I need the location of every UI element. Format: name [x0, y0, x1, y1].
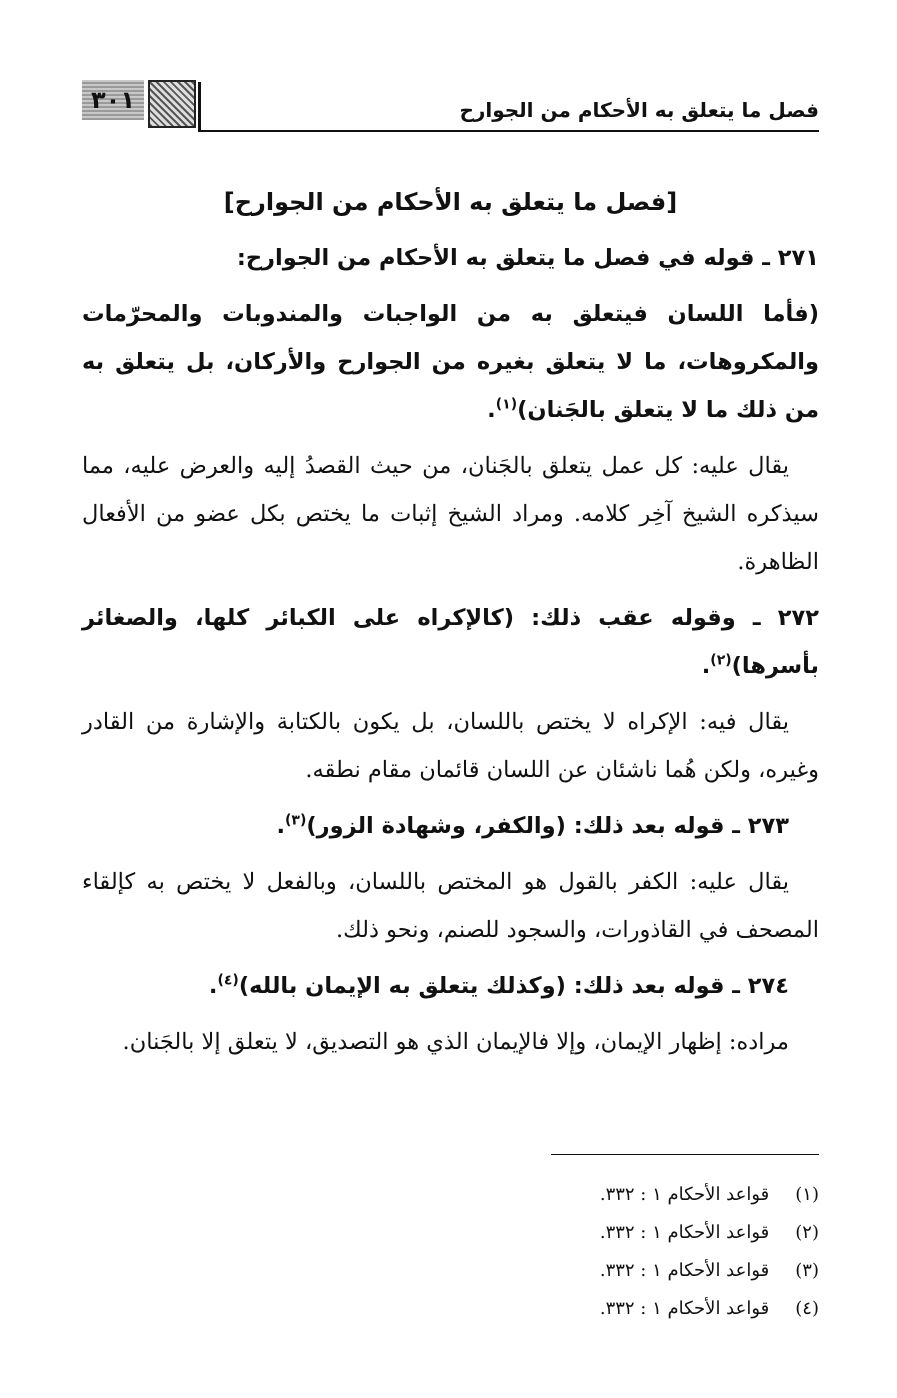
paragraph — [82, 1018, 819, 1066]
paragraph-text: يقال عليه: الكفر بالقول هو المختص باللسان، وبالفعل لا يختص به كإلقاء المصحف في القاذورات، والسجود للصنم، ونحو ذلك. — [82, 869, 819, 943]
paragraph-text: ٢٧١ ـ قوله في فصل ما يتعلق به الأحكام من الجوارح: — [236, 245, 819, 271]
footnote-text: قواعد الأحكام ١ : ٣٣٢. — [599, 1222, 770, 1243]
footnote-mark: (٢) — [795, 1222, 819, 1243]
footnote-ref: (١) — [495, 396, 518, 413]
paragraph: (فأما اللسان فيتعلق به من الواجبات والمندوبات والمحرّمات والمكروهات، ما لا يتعلق بغيره من الجوارح والأركان، بل يتعلق به من ذلك ما لا يتعلق بالجَنان)$^{(١)}$. — [82, 301, 819, 423]
paragraph — [82, 234, 819, 282]
paragraph: ٢٧٣ ـ قوله بعد ذلك: (والكفر، وشهادة الزور)$^{(٣)}$. — [276, 812, 789, 839]
footnote — [82, 1214, 819, 1252]
paragraph-text: ٢٧٤ ـ قوله بعد ذلك: (وكذلك يتعلق به الإيمان بالله) — [238, 973, 789, 999]
paragraph — [82, 858, 819, 954]
footnote-rule — [551, 1154, 819, 1155]
page-header — [82, 76, 819, 132]
footnote — [82, 1176, 819, 1214]
ornament-icon — [148, 80, 196, 128]
footnote-text: قواعد الأحكام ١ : ٣٣٢. — [599, 1298, 770, 1319]
footnote-ref: (٢) — [710, 652, 732, 669]
paragraph-text: مراده: إظهار الإيمان، وإلا فالإيمان الذي هو التصديق، لا يتعلق إلا بالجَنان. — [122, 1029, 789, 1055]
page-number-box — [82, 80, 144, 120]
running-title: فصل ما يتعلق به الأحكام من الجوارح — [459, 98, 819, 122]
footnote-mark: (٤) — [795, 1298, 819, 1319]
header-rule — [200, 130, 819, 132]
paragraph — [82, 698, 819, 794]
footnote — [82, 1290, 819, 1328]
footnote-mark: (٣) — [795, 1260, 819, 1281]
footnote-text: قواعد الأحكام ١ : ٣٣٢. — [599, 1184, 770, 1205]
main-text — [82, 178, 819, 1074]
footnote-ref: (٣) — [285, 812, 307, 829]
paragraph-text: يقال عليه: كل عمل يتعلق بالجَنان، من حيث القصدُ إليه والعرض عليه، مما سيذكره الشيخ آخِر كلامه. ومراد الشيخ إثبات ما يختص بكل عضو من الأفعال الظاهرة. — [82, 453, 819, 575]
footnote-ref: (٤) — [217, 972, 239, 989]
footnote-text: قواعد الأحكام ١ : ٣٣٢. — [599, 1260, 770, 1281]
footnotes — [82, 1176, 819, 1328]
paragraph: ٢٧٤ ـ قوله بعد ذلك: (وكذلك يتعلق به الإيمان بالله)$^{(٤)}$. — [208, 972, 789, 999]
footnote — [82, 1252, 819, 1290]
footnote-mark: (١) — [795, 1184, 819, 1205]
section-title: [فصل ما يتعلق به الأحكام من الجوارح] — [223, 188, 678, 216]
book-page — [82, 0, 819, 1398]
header-divider — [198, 82, 201, 132]
paragraph-text: يقال فيه: الإكراه لا يختص باللسان، بل يكون بالكتابة والإشارة من القادر وغيره، ولكن هُما ناشئان عن اللسان قائمان مقام نطقه. — [82, 709, 819, 783]
paragraph — [82, 442, 819, 586]
paragraph-text: ٢٧٣ ـ قوله بعد ذلك: (والكفر، وشهادة الزور) — [306, 813, 789, 839]
page-number: ٣٠١ — [91, 86, 135, 114]
paragraph-text: (فأما اللسان فيتعلق به من الواجبات والمندوبات والمحرّمات والمكروهات، ما لا يتعلق بغيره من الجوارح والأركان، بل يتعلق به من ذلك ما لا يتعلق بالجَنان) — [82, 301, 819, 423]
paragraph-text: ٢٧٢ ـ وقوله عقب ذلك: (كالإكراه على الكبائر كلها، والصغائر بأسرها) — [82, 605, 819, 679]
paragraph: ٢٧٢ ـ وقوله عقب ذلك: (كالإكراه على الكبائر كلها، والصغائر بأسرها)$^{(٢)}$. — [82, 605, 819, 679]
